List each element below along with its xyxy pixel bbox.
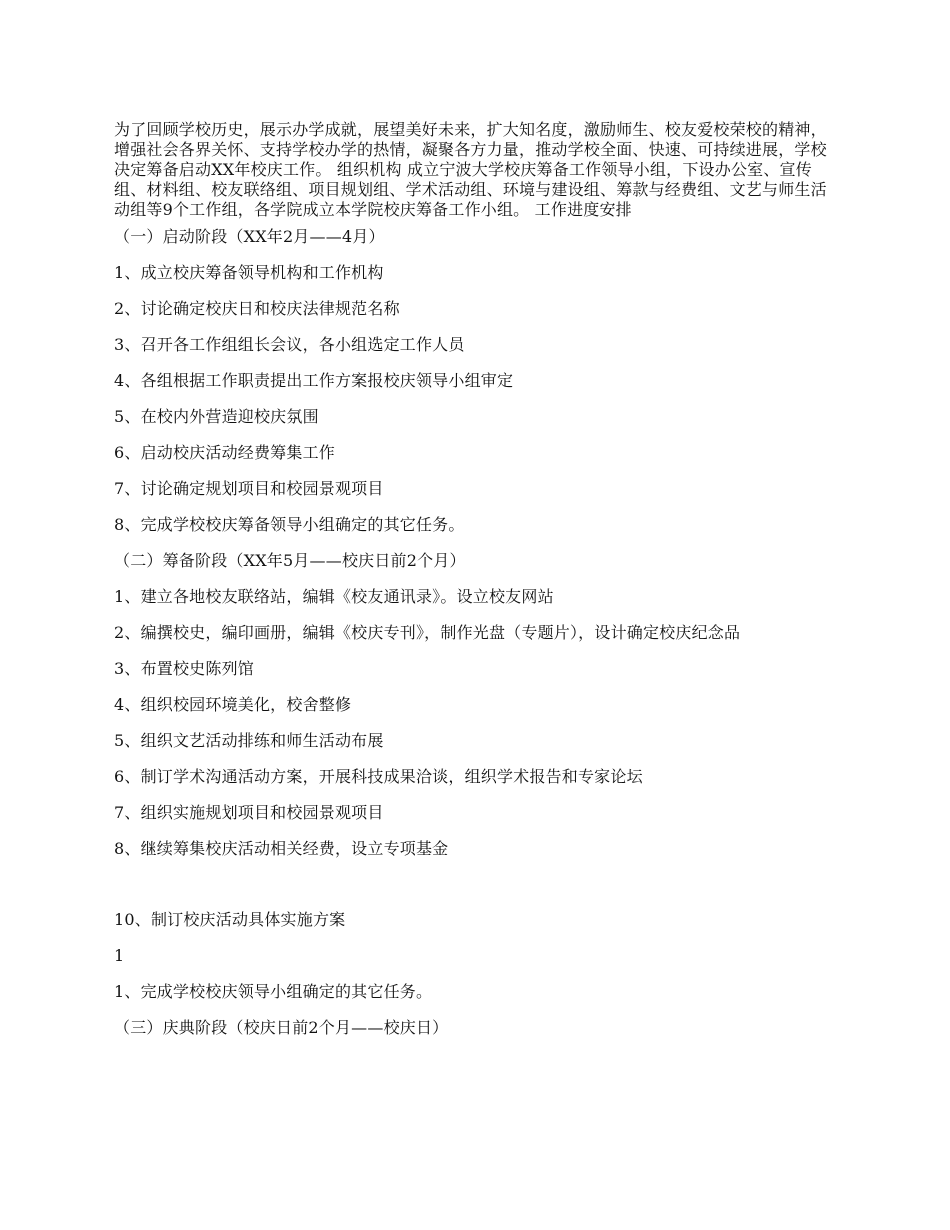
list-item: 1、建立各地校友联络站，编辑《校友通讯录》。设立校友网站 [114,587,554,606]
page-number-fragment: 1 [114,946,125,965]
list-item: 1、完成学校校庆领导小组确定的其它任务。 [114,982,433,1001]
intro-paragraph: 为了回顾学校历史，展示办学成就，展望美好未来，扩大知名度，激励师生、校友爱校荣校的精神，增强社会各界关怀、支持学校办学的热情，凝聚各方力量，推动学校全面、快速、可持续进展，学校决定筹备启动XX年校庆工作。 组织机构 成立宁波大学校庆筹备工作领导小组，下设办公室、宣传组、材料组、校友联络组、项目规划组、学术活动组、环境与建设组、筹款与经费组、文艺与师生活动组等9个工作组，各学院成立本学院校庆筹备工作小组。 工作进度安排 [114,120,827,219]
list-item: 8、继续筹集校庆活动相关经费，设立专项基金 [114,839,449,858]
document-page [114,120,839,1054]
list-item: 7、讨论确定规划项目和校园景观项目 [114,479,384,498]
list-item: 3、召开各工作组组长会议，各小组选定工作人员 [114,335,465,354]
list-item: 10、制订校庆活动具体实施方案 [114,910,346,929]
list-item: 4、各组根据工作职责提出工作方案报校庆领导小组审定 [114,371,514,390]
list-item: 5、组织文艺活动排练和师生活动布展 [114,731,384,750]
list-item: 6、制订学术沟通活动方案，开展科技成果洽谈，组织学术报告和专家论坛 [114,767,643,786]
list-item: 5、在校内外营造迎校庆氛围 [114,407,319,426]
list-item: 3、布置校史陈列馆 [114,659,254,678]
section-heading-startup: （一）启动阶段（XX年2月——4月） [114,227,385,246]
list-item: 7、组织实施规划项目和校园景观项目 [114,803,384,822]
list-item: 6、启动校庆活动经费筹集工作 [114,443,335,462]
section-heading-ceremony: （三）庆典阶段（校庆日前2个月——校庆日） [114,1018,449,1037]
list-item: 2、编撰校史，编印画册，编辑《校庆专刊》，制作光盘（专题片），设计确定校庆纪念品 [114,623,741,642]
list-item: 8、完成学校校庆筹备领导小组确定的其它任务。 [114,515,465,534]
blank-gap [114,875,839,910]
section-heading-preparation: （二）筹备阶段（XX年5月——校庆日前2个月） [114,551,466,570]
list-item: 1、成立校庆筹备领导机构和工作机构 [114,263,384,282]
list-item: 2、讨论确定校庆日和校庆法律规范名称 [114,299,400,318]
list-item: 4、组织校园环境美化，校舍整修 [114,695,352,714]
